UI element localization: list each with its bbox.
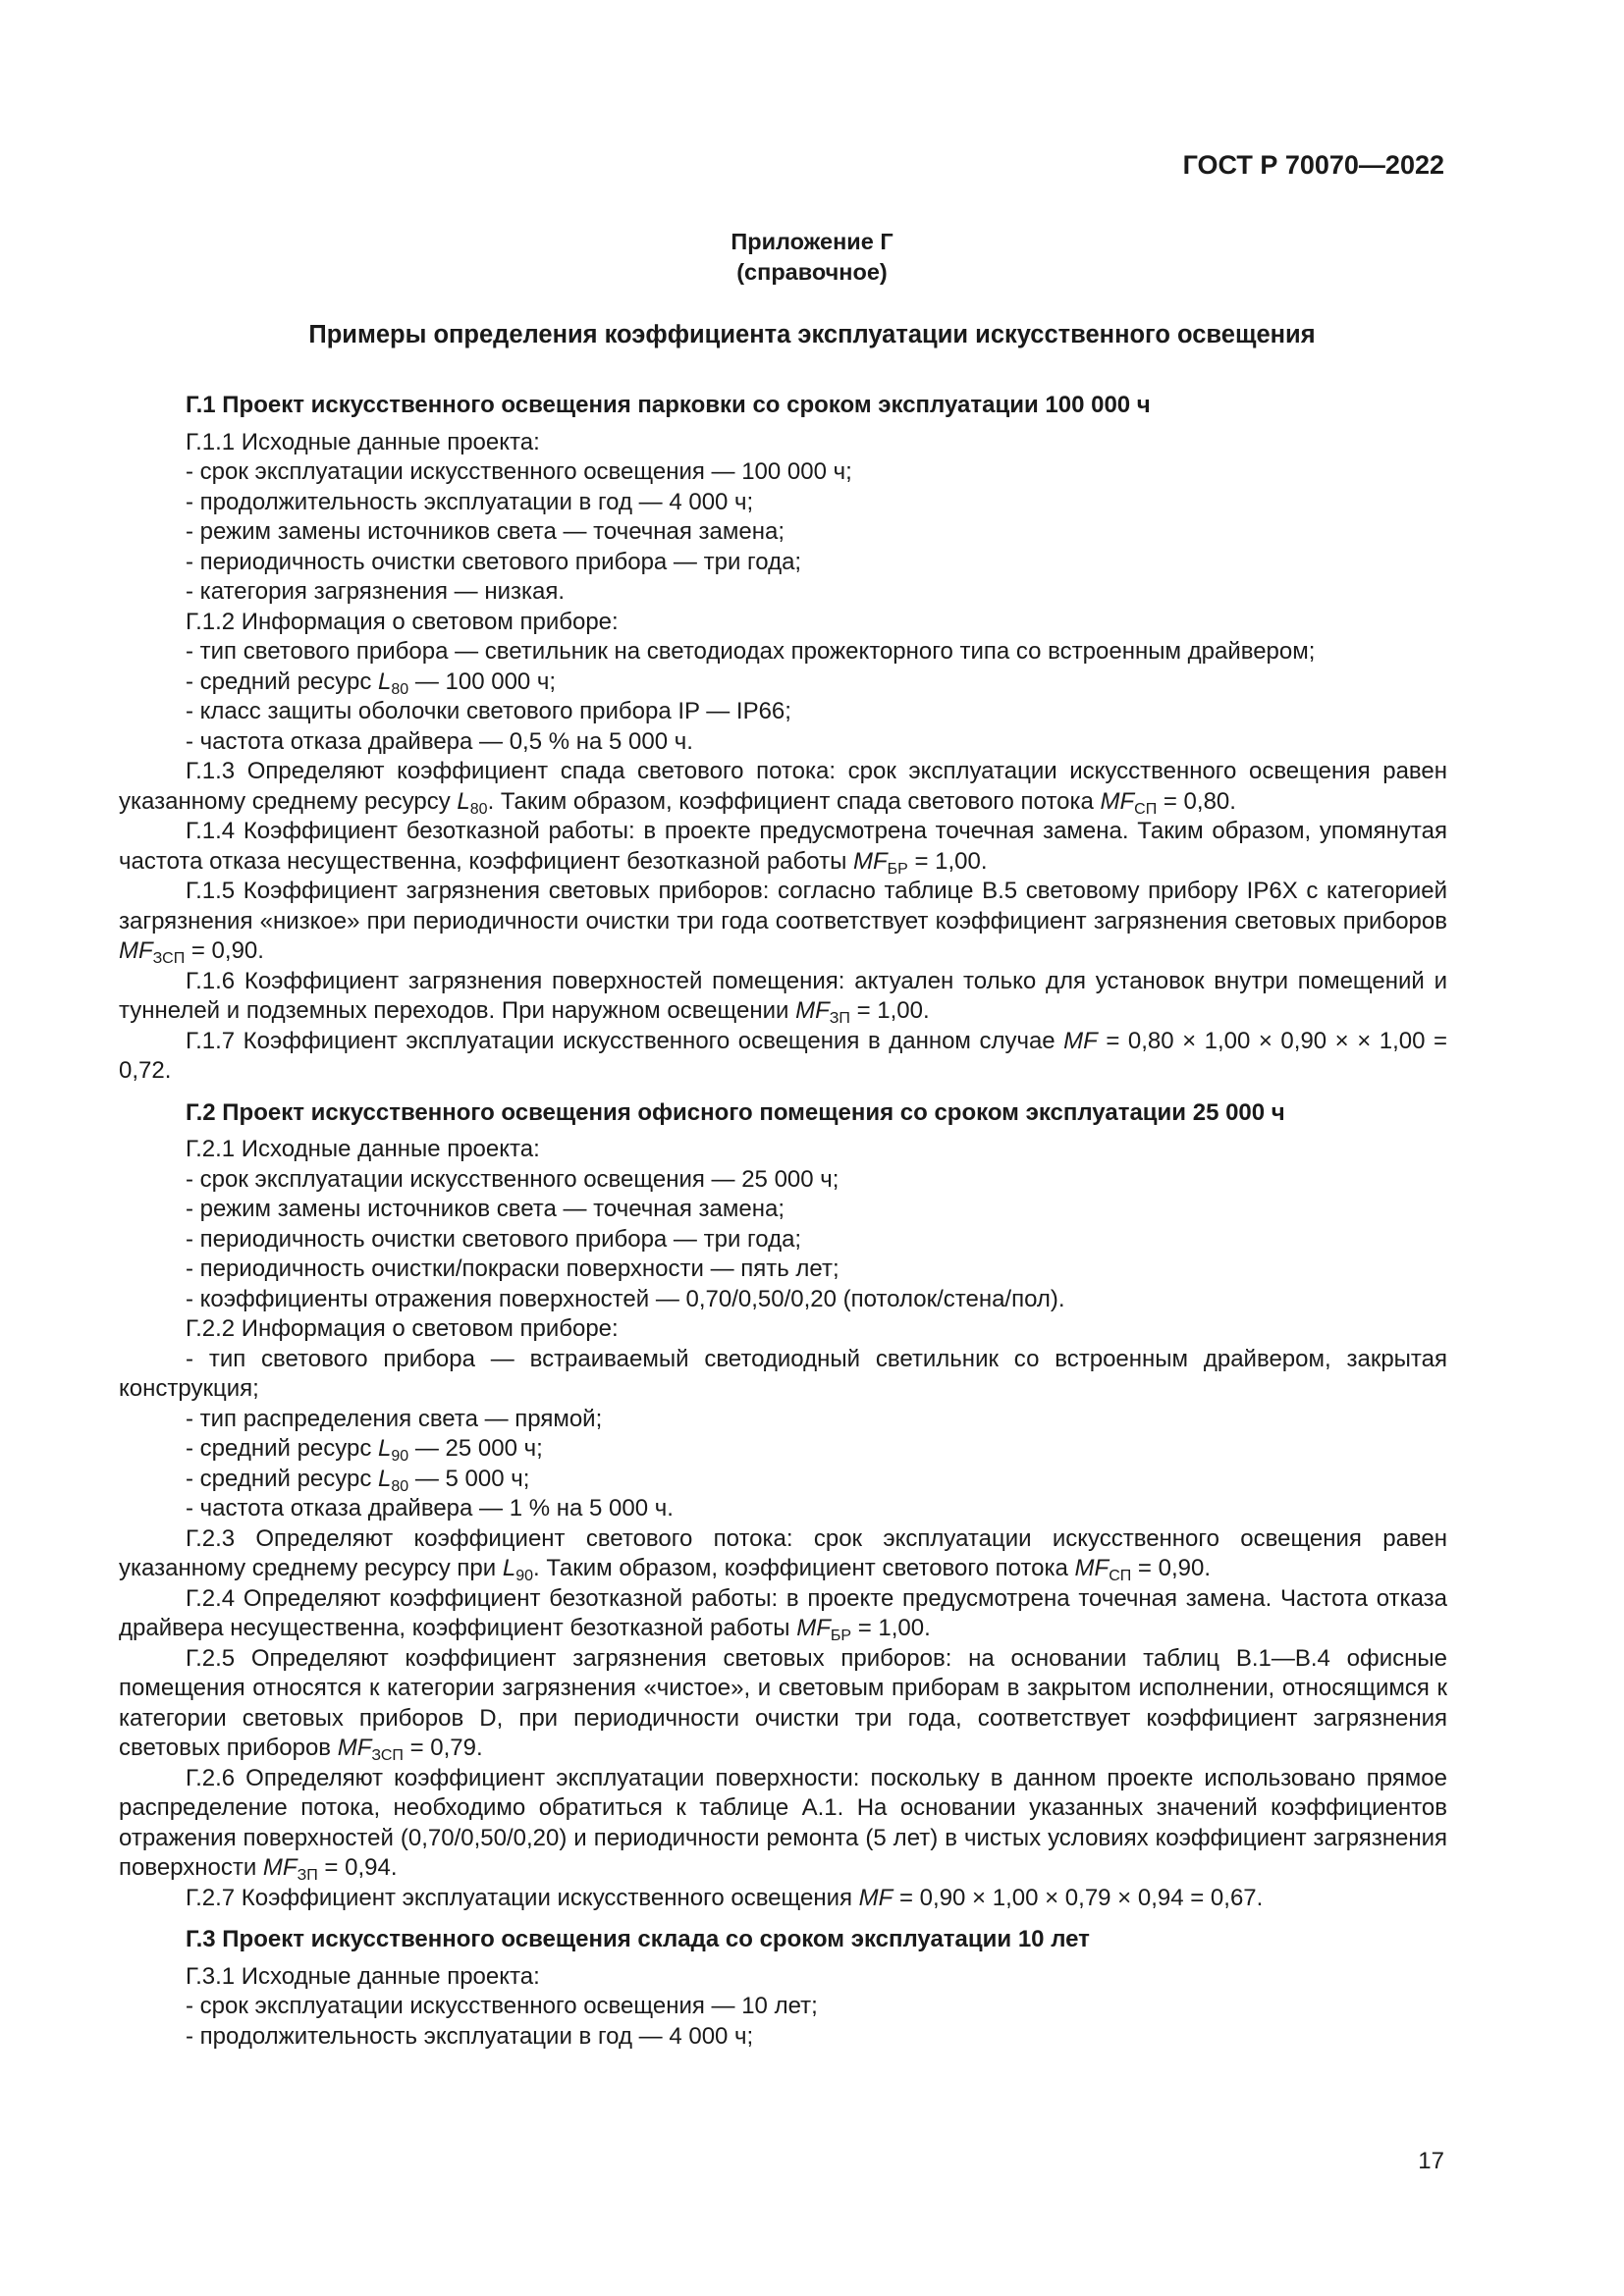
paragraph: Г.2.2 Информация о световом приборе:	[186, 1315, 619, 1342]
symbol: MF	[1100, 787, 1135, 815]
symbol: L	[457, 787, 470, 815]
text: = 1,00.	[851, 1615, 931, 1641]
subscript: СП	[1109, 1568, 1132, 1584]
text: Г.2.4 Определяют коэффициент безотказной работы: в проекте предусмотрена точечная замена. Частота отказа драйвера несущественна, коэффициент безотказной работы	[119, 1584, 1447, 1641]
text: - средний ресурс	[186, 1435, 379, 1462]
section-heading-3: Г.3 Проект искусственного освещения склада со сроком эксплуатации 10 лет	[186, 1926, 1090, 1952]
paragraph	[119, 1644, 1447, 1764]
subscript: 80	[469, 800, 488, 818]
symbol: L	[378, 1465, 392, 1492]
list-item: - частота отказа драйвера — 1 % на 5 000 ч.	[186, 1495, 674, 1522]
text: Г.1.4 Коэффициент безотказной работы: в проекте предусмотрена точечная замена. Таким образом, упомянутая частота отказа несущественна, коэффициент безотказной работы	[119, 818, 1447, 875]
symbol: MF	[337, 1735, 372, 1761]
list-item: - продолжительность эксплуатации в год — 4 000 ч;	[186, 2022, 754, 2050]
subscript: ЗСП	[371, 1747, 404, 1764]
text: = 0,80.	[1157, 787, 1236, 815]
list-item: - коэффициенты отражения поверхностей — 0,70/0,50/0,20 (потолок/стена/пол).	[186, 1285, 1065, 1312]
symbol: MF	[796, 1615, 831, 1641]
text: = 1,00.	[849, 997, 930, 1024]
symbol: MF	[852, 847, 888, 875]
subscript: 80	[391, 1477, 409, 1495]
paragraph	[119, 1027, 1447, 1087]
paragraph: Г.2.1 Исходные данные проекта:	[186, 1136, 540, 1162]
symbol: MF	[262, 1854, 298, 1881]
paragraph	[119, 877, 1447, 967]
appendix-heading: Примеры определения коэффициента эксплуатации искусственного освещения	[308, 321, 1316, 348]
subscript: 90	[515, 1568, 533, 1584]
list-item: - класс защиты оболочки светового прибора IP — IP66;	[186, 698, 791, 724]
appendix-subtitle: (справочное)	[736, 259, 888, 285]
list-item: - режим замены источников света — точечная замена;	[186, 1196, 785, 1222]
subscript: СП	[1134, 800, 1158, 818]
symbol: MF	[1074, 1555, 1110, 1581]
list-item	[119, 667, 1447, 698]
subscript: ЗП	[297, 1867, 318, 1884]
symbol: MF	[858, 1884, 893, 1911]
list-item: - периодичность очистки светового прибора — три года;	[186, 1225, 802, 1253]
symbol: L	[378, 1435, 392, 1462]
text: Г.1.3 Определяют коэффициент спада светового потока: срок эксплуатации искусственного освещения равен указанному среднему ресурсу	[119, 758, 1447, 815]
paragraph	[119, 967, 1447, 1027]
paragraph	[119, 1524, 1447, 1584]
subscript: 80	[391, 680, 409, 698]
appendix-title: Приложение Г	[731, 229, 893, 254]
list-item: - категория загрязнения — низкая.	[186, 578, 566, 605]
symbol: L	[378, 667, 392, 695]
text: - средний ресурс	[186, 667, 379, 695]
subscript: БР	[887, 860, 908, 878]
list-item: - тип распределения света — прямой;	[186, 1405, 603, 1432]
list-item: - срок эксплуатации искусственного освещения — 10 лет;	[186, 1993, 818, 2019]
paragraph	[119, 1764, 1447, 1884]
subscript: ЗСП	[152, 950, 186, 967]
text: = 0,79.	[403, 1735, 483, 1761]
list-item: - срок эксплуатации искусственного освещения — 25 000 ч;	[186, 1165, 839, 1193]
paragraph	[119, 757, 1447, 817]
paragraph: Г.3.1 Исходные данные проекта:	[186, 1962, 540, 1990]
text: . Таким образом, коэффициент спада светового потока	[487, 787, 1101, 815]
text: Г.1.5 Коэффициент загрязнения световых приборов: согласно таблице В.5 световому прибору IP6X с категорией загрязнения «низкое» при периодичности очистки три года соответствует коэффициент загрязнения световых приборов	[119, 878, 1447, 934]
list-item: - периодичность очистки светового прибора — три года;	[186, 548, 802, 575]
list-item: - срок эксплуатации искусственного освещения — 100 000 ч;	[186, 458, 852, 485]
list-item: - режим замены источников света — точечная замена;	[186, 518, 785, 545]
list-item: - периодичность очистки/покраски поверхности — пять лет;	[186, 1255, 839, 1282]
text: - средний ресурс	[186, 1465, 379, 1492]
text: Г.2.6 Определяют коэффициент эксплуатации поверхности: поскольку в данном проекте использовано прямое распределение потока, необходимо обратиться к таблице А.1. На основании указанных значений коэффициентов отражения поверхностей (0,70/0,50/0,20) и периодичности ремонта (5 лет) в чистых условиях коэффициент загрязнения поверхности	[119, 1764, 1447, 1881]
text: — 25 000 ч;	[408, 1435, 543, 1462]
paragraph: Г.1.1 Исходные данные проекта:	[186, 428, 540, 455]
symbol: L	[502, 1555, 516, 1581]
list-item	[119, 1465, 1447, 1495]
symbol: MF	[1063, 1027, 1098, 1054]
paragraph: Г.1.2 Информация о световом приборе:	[186, 608, 619, 635]
paragraph	[119, 817, 1447, 877]
text: = 0,90.	[185, 937, 264, 964]
text: = 1,00.	[907, 847, 988, 875]
text: Г.1.7 Коэффициент эксплуатации искусственного освещения в данном случае	[186, 1027, 1064, 1054]
list-item: - тип светового прибора — встраиваемый светодиодный светильник со встроенным драйвером, закрытая конструкция;	[119, 1345, 1447, 1402]
subscript: 90	[391, 1448, 409, 1465]
subscript: ЗП	[829, 1010, 850, 1027]
text: Г.2.7 Коэффициент эксплуатации искусственного освещения	[186, 1884, 859, 1911]
text: . Таким образом, коэффициент светового потока	[532, 1555, 1075, 1581]
text: Г.2.5 Определяют коэффициент загрязнения световых приборов: на основании таблиц В.1—В.4 офисные помещения относятся к категории загрязнения «чистое», и световым приборам в закрытом исполнении, относящимся к категории световых приборов D, при периодичности очистки три года, соответствует коэффициент загрязнения световых приборов	[119, 1644, 1447, 1761]
document-body	[119, 391, 1447, 2052]
text: = 0,80 × 1,00 × 0,90 × × 1,00 = 0,72.	[119, 1027, 1447, 1084]
list-item: - частота отказа драйвера — 0,5 % на 5 000 ч.	[186, 727, 693, 755]
list-item: - продолжительность эксплуатации в год — 4 000 ч;	[186, 488, 754, 515]
paragraph	[119, 1584, 1447, 1644]
paragraph	[119, 1884, 1447, 1914]
list-item	[119, 1434, 1447, 1465]
text: — 100 000 ч;	[408, 667, 557, 695]
symbol: MF	[795, 997, 830, 1024]
symbol: MF	[119, 937, 153, 964]
text: — 5 000 ч;	[408, 1465, 530, 1492]
list-item: - тип светового прибора — светильник на светодиодах прожекторного типа со встроенным драйвером;	[186, 638, 1316, 665]
text: Г.2.3 Определяют коэффициент светового потока: срок эксплуатации искусственного освещения равен указанному среднему ресурсу при	[119, 1524, 1447, 1581]
section-heading-2: Г.2 Проект искусственного освещения офисного помещения со сроком эксплуатации 25 000 ч	[186, 1098, 1285, 1126]
subscript: БР	[830, 1628, 852, 1644]
section-heading-1: Г.1 Проект искусственного освещения парковки со сроком эксплуатации 100 000 ч	[186, 392, 1151, 418]
text: = 0,94.	[317, 1854, 398, 1881]
text: = 0,90 × 1,00 × 0,79 × 0,94 = 0,67.	[893, 1884, 1264, 1911]
text: Г.1.6 Коэффициент загрязнения поверхностей помещения: актуален только для установок внутри помещений и туннелей и подземных переходов. При наружном освещении	[119, 967, 1447, 1024]
document-code: ГОСТ Р 70070—2022	[1182, 150, 1444, 180]
page-number: 17	[1418, 2148, 1444, 2174]
text: = 0,90.	[1131, 1555, 1211, 1581]
